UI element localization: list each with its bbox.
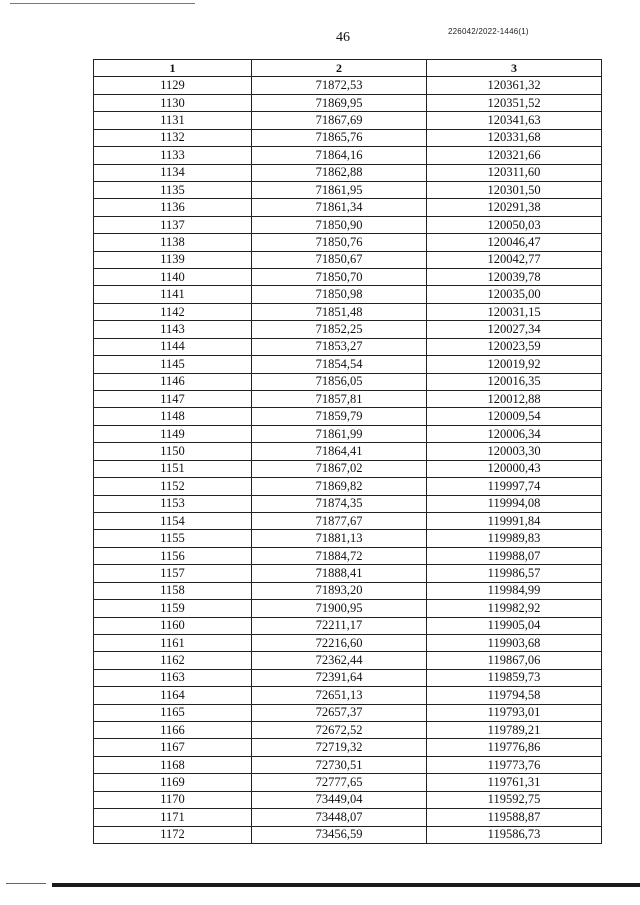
table-cell: 71852,25 xyxy=(252,321,427,338)
table-cell: 119989,83 xyxy=(427,530,602,547)
table-cell: 72672,52 xyxy=(252,722,427,739)
table-cell: 71867,02 xyxy=(252,460,427,477)
table-cell: 1153 xyxy=(94,495,252,512)
table-cell: 71850,98 xyxy=(252,286,427,303)
table-cell: 71865,76 xyxy=(252,129,427,146)
table-row xyxy=(94,251,602,268)
table-cell: 1149 xyxy=(94,425,252,442)
table-row xyxy=(94,826,602,843)
table-cell: 119997,74 xyxy=(427,478,602,495)
table-row xyxy=(94,791,602,808)
table-row xyxy=(94,391,602,408)
table-row xyxy=(94,739,602,756)
table-cell: 72651,13 xyxy=(252,687,427,704)
table-cell: 71881,13 xyxy=(252,530,427,547)
table-cell: 119761,31 xyxy=(427,774,602,791)
table-cell: 1144 xyxy=(94,338,252,355)
table-cell: 119793,01 xyxy=(427,704,602,721)
table-cell: 119588,87 xyxy=(427,809,602,826)
table-cell: 1140 xyxy=(94,269,252,286)
table-cell: 120291,38 xyxy=(427,199,602,216)
column-header-3: 3 xyxy=(427,60,602,77)
table-cell: 119986,57 xyxy=(427,565,602,582)
table-row xyxy=(94,234,602,251)
column-header-2: 2 xyxy=(252,60,427,77)
table-cell: 73456,59 xyxy=(252,826,427,843)
column-header-1: 1 xyxy=(94,60,252,77)
table-header xyxy=(94,60,602,77)
table-row xyxy=(94,512,602,529)
table-cell: 1137 xyxy=(94,216,252,233)
table-row xyxy=(94,582,602,599)
table-cell: 71874,35 xyxy=(252,495,427,512)
table-cell: 71900,95 xyxy=(252,600,427,617)
table-cell: 1169 xyxy=(94,774,252,791)
table-cell: 119859,73 xyxy=(427,669,602,686)
table-cell: 72730,51 xyxy=(252,756,427,773)
table-row xyxy=(94,704,602,721)
table-row xyxy=(94,129,602,146)
table-cell: 1172 xyxy=(94,826,252,843)
table-cell: 1162 xyxy=(94,652,252,669)
table-cell: 1136 xyxy=(94,199,252,216)
table-cell: 120035,00 xyxy=(427,286,602,303)
table-cell: 1158 xyxy=(94,582,252,599)
table-cell: 71853,27 xyxy=(252,338,427,355)
table-cell: 1145 xyxy=(94,356,252,373)
table-row xyxy=(94,199,602,216)
table-cell: 119994,08 xyxy=(427,495,602,512)
bottom-rule xyxy=(52,883,640,887)
table-cell: 120023,59 xyxy=(427,338,602,355)
table-cell: 119794,58 xyxy=(427,687,602,704)
table-cell: 1163 xyxy=(94,669,252,686)
table-cell: 119592,75 xyxy=(427,791,602,808)
table-row xyxy=(94,809,602,826)
table-row xyxy=(94,460,602,477)
table-row xyxy=(94,181,602,198)
table-cell: 119991,84 xyxy=(427,512,602,529)
table-row xyxy=(94,216,602,233)
table-row xyxy=(94,321,602,338)
table-row xyxy=(94,600,602,617)
table-cell: 120311,60 xyxy=(427,164,602,181)
table-cell: 120331,68 xyxy=(427,129,602,146)
table-row xyxy=(94,286,602,303)
table-cell: 1168 xyxy=(94,756,252,773)
table-cell: 71861,95 xyxy=(252,181,427,198)
table-cell: 120012,88 xyxy=(427,391,602,408)
table-row xyxy=(94,547,602,564)
table-cell: 1135 xyxy=(94,181,252,198)
table-cell: 119984,99 xyxy=(427,582,602,599)
table-body xyxy=(94,77,602,844)
table-cell: 1161 xyxy=(94,634,252,651)
table-cell: 119773,76 xyxy=(427,756,602,773)
table-cell: 120050,03 xyxy=(427,216,602,233)
table-cell: 72719,32 xyxy=(252,739,427,756)
table-cell: 120321,66 xyxy=(427,147,602,164)
table-cell: 119903,68 xyxy=(427,634,602,651)
table-cell: 1156 xyxy=(94,547,252,564)
table-cell: 1166 xyxy=(94,722,252,739)
table-cell: 120016,35 xyxy=(427,373,602,390)
table-cell: 1155 xyxy=(94,530,252,547)
table-cell: 1131 xyxy=(94,112,252,129)
table-row xyxy=(94,443,602,460)
table-cell: 71864,41 xyxy=(252,443,427,460)
table-cell: 71851,48 xyxy=(252,303,427,320)
table-cell: 73448,07 xyxy=(252,809,427,826)
table-row xyxy=(94,373,602,390)
table-cell: 120341,63 xyxy=(427,112,602,129)
table-cell: 1154 xyxy=(94,512,252,529)
coordinates-table xyxy=(93,59,602,844)
table-row xyxy=(94,634,602,651)
bottom-rule-left xyxy=(6,883,46,884)
table-cell: 73449,04 xyxy=(252,791,427,808)
table-cell: 120301,50 xyxy=(427,181,602,198)
table-cell: 71877,67 xyxy=(252,512,427,529)
table-cell: 1138 xyxy=(94,234,252,251)
table-cell: 1141 xyxy=(94,286,252,303)
table-cell: 71872,53 xyxy=(252,77,427,94)
table-row xyxy=(94,77,602,94)
table-cell: 71869,95 xyxy=(252,94,427,111)
table-row xyxy=(94,147,602,164)
table-row xyxy=(94,756,602,773)
table-cell: 120019,92 xyxy=(427,356,602,373)
table-cell: 119776,86 xyxy=(427,739,602,756)
table-row xyxy=(94,687,602,704)
header-row xyxy=(94,60,602,77)
table-row xyxy=(94,478,602,495)
table-cell: 1159 xyxy=(94,600,252,617)
table-row xyxy=(94,112,602,129)
table-cell: 1152 xyxy=(94,478,252,495)
table-row xyxy=(94,652,602,669)
table-cell: 1157 xyxy=(94,565,252,582)
table-cell: 72657,37 xyxy=(252,704,427,721)
table-cell: 1130 xyxy=(94,94,252,111)
top-rule xyxy=(10,3,195,4)
table-cell: 119982,92 xyxy=(427,600,602,617)
table-row xyxy=(94,722,602,739)
document-id: 226042/2022-1446(1) xyxy=(448,27,529,36)
table-cell: 72391,64 xyxy=(252,669,427,686)
table-cell: 120046,47 xyxy=(427,234,602,251)
table-cell: 120351,52 xyxy=(427,94,602,111)
table-row xyxy=(94,495,602,512)
table-cell: 120039,78 xyxy=(427,269,602,286)
table-cell: 71864,16 xyxy=(252,147,427,164)
table-cell: 120006,34 xyxy=(427,425,602,442)
table-cell: 120031,15 xyxy=(427,303,602,320)
table-cell: 71888,41 xyxy=(252,565,427,582)
table-row xyxy=(94,269,602,286)
table-cell: 1142 xyxy=(94,303,252,320)
table-cell: 120042,77 xyxy=(427,251,602,268)
table-cell: 119789,21 xyxy=(427,722,602,739)
table-cell: 71850,76 xyxy=(252,234,427,251)
table-row xyxy=(94,530,602,547)
table-cell: 1133 xyxy=(94,147,252,164)
table-cell: 1170 xyxy=(94,791,252,808)
table-cell: 71862,88 xyxy=(252,164,427,181)
table-cell: 71850,70 xyxy=(252,269,427,286)
table-row xyxy=(94,303,602,320)
table-cell: 1171 xyxy=(94,809,252,826)
table-cell: 1167 xyxy=(94,739,252,756)
table-cell: 71884,72 xyxy=(252,547,427,564)
table-cell: 1151 xyxy=(94,460,252,477)
table-cell: 72211,17 xyxy=(252,617,427,634)
table-cell: 1146 xyxy=(94,373,252,390)
page-number: 46 xyxy=(336,30,350,45)
table-cell: 120027,34 xyxy=(427,321,602,338)
table-cell: 71857,81 xyxy=(252,391,427,408)
table-cell: 71850,90 xyxy=(252,216,427,233)
table-cell: 72216,60 xyxy=(252,634,427,651)
table-cell: 119586,73 xyxy=(427,826,602,843)
table-cell: 72777,65 xyxy=(252,774,427,791)
table-cell: 1150 xyxy=(94,443,252,460)
table-cell: 120003,30 xyxy=(427,443,602,460)
table-cell: 119988,07 xyxy=(427,547,602,564)
table-cell: 1147 xyxy=(94,391,252,408)
table-cell: 120000,43 xyxy=(427,460,602,477)
table-row xyxy=(94,408,602,425)
table-row xyxy=(94,565,602,582)
table-cell: 71893,20 xyxy=(252,582,427,599)
table-cell: 1160 xyxy=(94,617,252,634)
table-row xyxy=(94,774,602,791)
table-cell: 120009,54 xyxy=(427,408,602,425)
table-row xyxy=(94,669,602,686)
table-cell: 1165 xyxy=(94,704,252,721)
table-cell: 119905,04 xyxy=(427,617,602,634)
table-cell: 120361,32 xyxy=(427,77,602,94)
table-row xyxy=(94,617,602,634)
table-cell: 71861,34 xyxy=(252,199,427,216)
table-row xyxy=(94,94,602,111)
table-row xyxy=(94,425,602,442)
table-cell: 71869,82 xyxy=(252,478,427,495)
table-cell: 1139 xyxy=(94,251,252,268)
table-cell: 1164 xyxy=(94,687,252,704)
table-cell: 1134 xyxy=(94,164,252,181)
table-cell: 1148 xyxy=(94,408,252,425)
table-cell: 71867,69 xyxy=(252,112,427,129)
table-cell: 71859,79 xyxy=(252,408,427,425)
table-cell: 71850,67 xyxy=(252,251,427,268)
table-cell: 71856,05 xyxy=(252,373,427,390)
table-row xyxy=(94,164,602,181)
table-cell: 1143 xyxy=(94,321,252,338)
table-cell: 1129 xyxy=(94,77,252,94)
table-cell: 71854,54 xyxy=(252,356,427,373)
table-cell: 71861,99 xyxy=(252,425,427,442)
table-cell: 119867,06 xyxy=(427,652,602,669)
table-row xyxy=(94,356,602,373)
table-cell: 72362,44 xyxy=(252,652,427,669)
table-row xyxy=(94,338,602,355)
table-cell: 1132 xyxy=(94,129,252,146)
